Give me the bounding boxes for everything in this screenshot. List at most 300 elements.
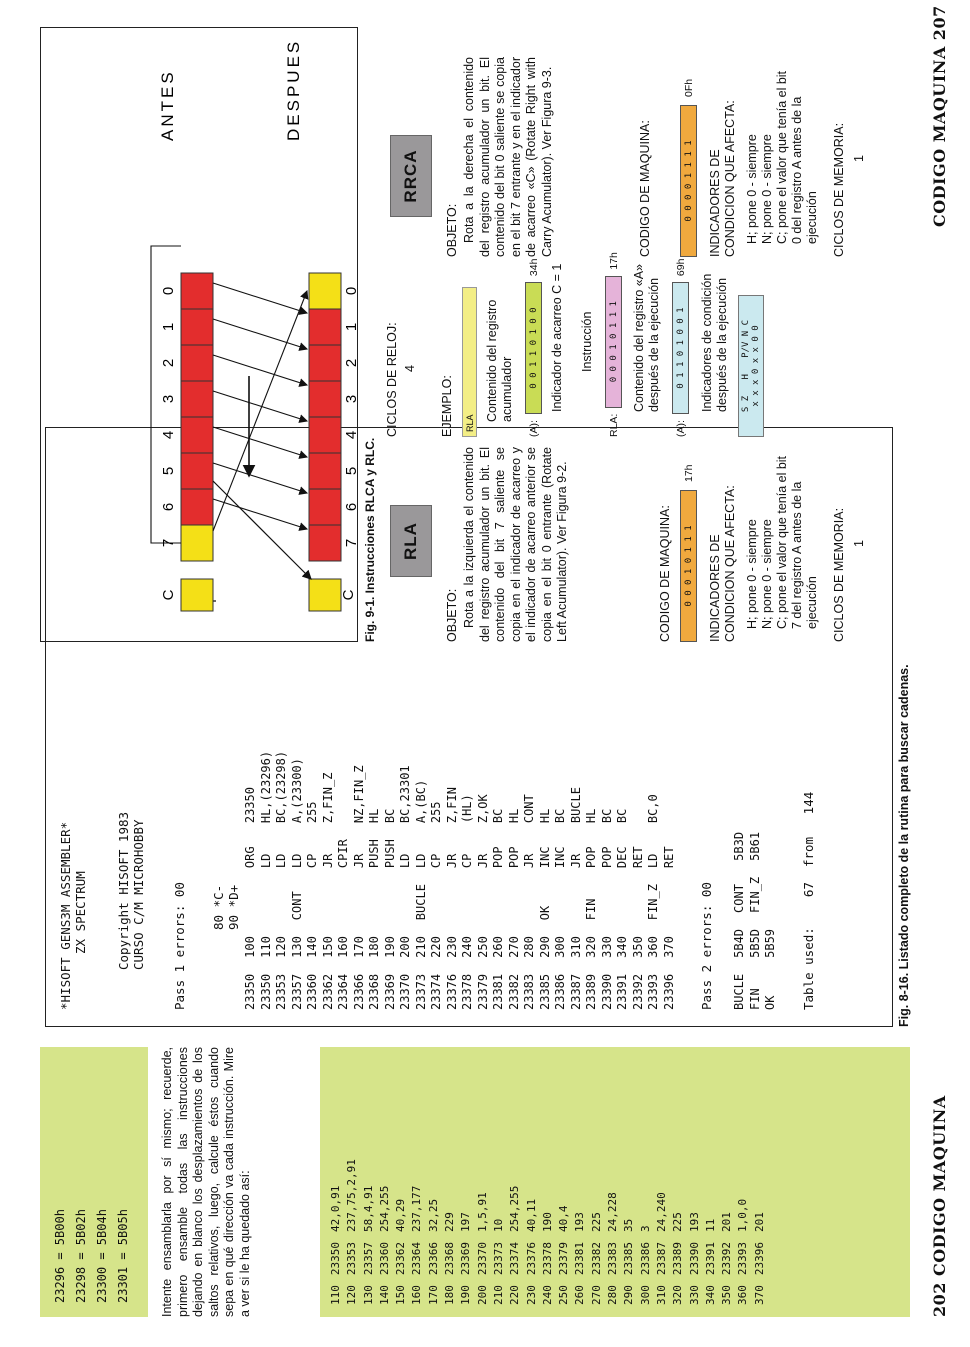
asm-cell-o: LD — [258, 853, 273, 869]
listing-row — [393, 1149, 409, 1305]
listing-line: 110 — [329, 1285, 342, 1305]
listing-line: 260 — [573, 1285, 587, 1305]
listing-line: 240 — [540, 1285, 554, 1305]
asm-cell-a: 23353 — [274, 973, 288, 1010]
bit-number-label: 4 — [343, 430, 360, 440]
asm-row — [383, 735, 399, 1010]
shift-arrow — [213, 463, 307, 493]
asm-cell-a: 23364 — [336, 973, 350, 1010]
listing-bytes: 32,25 — [426, 1198, 440, 1232]
asm-cell-o: CPIR — [336, 839, 350, 869]
asm-cell-a: 23378 — [460, 973, 474, 1010]
listing-row — [589, 1149, 605, 1305]
asm-pass1: Pass 1 errors: 00 — [172, 882, 187, 1010]
rla-ciclos-memoria-heading: CICLOS DE MEMORIA: — [832, 507, 846, 642]
asm-cell-p: HL — [367, 808, 381, 824]
bit-number-label: 3 — [160, 394, 177, 404]
listing-addr: 23373 — [491, 1242, 505, 1276]
asm-cell-a: 23391 — [615, 973, 629, 1010]
listing-row — [475, 1149, 491, 1305]
asm-cell-n: 340 — [615, 936, 629, 958]
listing-bytes: 193 — [573, 1212, 587, 1232]
asm-cell-a: 23387 — [568, 973, 583, 1010]
asm-cell-l — [662, 868, 678, 920]
asm-row — [259, 735, 275, 1010]
rrca-objeto-heading: OBJETO: — [445, 203, 459, 257]
listing-bytes: 237,75,2,91 — [345, 1159, 359, 1232]
listing-addr: 23364 — [410, 1242, 424, 1276]
asm-cell-o: LD — [646, 853, 660, 869]
listing-row — [344, 1149, 360, 1305]
asm-cell-l — [600, 868, 616, 920]
listing-row — [491, 1149, 507, 1305]
ejemplo-tag: RLA — [462, 287, 477, 437]
listing-addr: 23389 — [671, 1242, 685, 1276]
asm-cell-l: FIN_Z — [646, 884, 660, 921]
listing-line: 280 — [606, 1285, 620, 1305]
asm-row — [445, 735, 461, 1010]
asm-cell-o: ORG — [243, 846, 257, 869]
asm-cell-o: CP — [429, 853, 443, 869]
listing-bytes: 197 — [459, 1212, 473, 1232]
asm-cell-l — [398, 868, 414, 920]
listing-bytes: 35 — [622, 1218, 636, 1232]
asm-cell-p: HL — [584, 808, 598, 824]
a-before-hex: 34h — [527, 258, 540, 277]
asm-cell-o: DEC — [615, 846, 629, 869]
asm-cell-l — [491, 868, 507, 920]
asm-cell-n: 210 — [413, 936, 428, 958]
assembler-code-table — [243, 735, 677, 1010]
left-page-footer: 202 CODIGO MAQUINA — [930, 1095, 949, 1317]
rla-codigo-row — [680, 464, 697, 642]
asm-cell-n: 170 — [351, 936, 366, 958]
symbol-cell — [763, 861, 779, 913]
rrca-opcode-hex: 0Fh — [682, 78, 695, 97]
listing-bytes: 58,4,91 — [361, 1185, 375, 1232]
asm-cell-l — [445, 868, 461, 920]
asm-row — [321, 735, 337, 1010]
asm-cell-n: 190 — [382, 936, 397, 958]
listing-bytes: 40,29 — [394, 1198, 408, 1232]
asm-cell-p: HL — [537, 808, 552, 824]
asm-cell-p: BC — [599, 808, 614, 824]
listing-addr: 23379 — [557, 1242, 571, 1276]
listing-box — [320, 1047, 910, 1317]
listing-line: 370 — [752, 1285, 766, 1305]
bit-number-label: 1 — [160, 322, 177, 332]
listing-bytes: 40,4 — [557, 1205, 571, 1232]
asm-cell-p: BC — [491, 808, 505, 824]
listing-bytes: 201 — [720, 1212, 734, 1232]
asm-row — [367, 735, 383, 1010]
listing-line: 340 — [703, 1285, 717, 1305]
asm-cell-l — [429, 868, 445, 920]
listing-line: 150 — [394, 1285, 408, 1305]
rrca-codigo-heading: CODIGO DE MAQUINA: — [638, 120, 652, 257]
asm-cell-l: CONT — [289, 891, 304, 921]
asm-cell-a: 23383 — [522, 973, 536, 1010]
asm-cell-o: POP — [506, 846, 521, 869]
listing-row — [572, 1149, 588, 1305]
asm-cell-l — [274, 868, 290, 920]
asm-row — [569, 735, 585, 1010]
asm-row — [274, 735, 290, 1010]
asm-cell-n: 220 — [429, 936, 443, 958]
listing-addr: 23392 — [720, 1242, 734, 1276]
bit-number-label: 2 — [343, 358, 360, 368]
asm-row — [615, 735, 631, 1010]
asm-cell-p: (HL) — [460, 794, 474, 824]
asm-cell-n: 130 — [289, 936, 304, 958]
asm-cell-n: 120 — [274, 936, 288, 958]
rrca-title-block: RRCA — [390, 135, 432, 217]
asm-cell-l — [615, 868, 631, 920]
listing-row — [540, 1149, 556, 1305]
rla-opcode-bits: 0 0 0 1 0 1 1 1 — [680, 490, 697, 642]
asm-cell-n: 110 — [258, 936, 273, 958]
instruccion-heading: Instrucción — [580, 311, 594, 372]
bit-number-label: 7 — [160, 538, 177, 548]
rla-objeto-text: Rota a la izquierda el contenido del registro acumulador un bit. El contenido del bit 7 saliente se copia en el indicador de acarreo y el indicador de acarreo anterior se copia en el bit 0 entrante (Rotate Left Acumulator). Ver Figura 9-2. — [462, 447, 569, 642]
asm-cell-p: A,(23300) — [289, 758, 304, 824]
asm-row — [305, 735, 321, 1010]
asm-cell-n: 100 — [243, 936, 257, 958]
register-before-bit — [181, 273, 213, 309]
symbol-table — [732, 816, 779, 1010]
asm-cell-o: CP — [305, 853, 319, 869]
asm-cell-o: LD — [274, 853, 288, 869]
asm-row — [460, 735, 476, 1010]
asm-cell-p: Z,OK — [475, 794, 490, 824]
listing-line: 310 — [654, 1285, 668, 1305]
bit-number-label: 5 — [160, 466, 177, 476]
asm-cell-a: 23376 — [444, 973, 459, 1010]
symbol-row — [763, 816, 779, 1010]
listing-addr: 23368 — [443, 1242, 457, 1276]
asm-cell-n: 270 — [506, 936, 521, 958]
rla-objeto-heading: OBJETO: — [445, 588, 459, 642]
symbol-cell: 5B59 — [763, 928, 777, 958]
rotation-diagram-frame — [40, 27, 358, 642]
asm-cell-p: BUCLE — [568, 787, 583, 824]
asm-row — [243, 735, 259, 1010]
ciclos-reloj-value: 4 — [403, 365, 417, 372]
listing-bytes: 1,0,0 — [736, 1198, 750, 1232]
asm-cell-a: 23350 — [243, 973, 257, 1010]
register-after-bit — [309, 381, 341, 417]
bit-number-label: 2 — [160, 358, 177, 368]
asm-cell-l — [352, 868, 368, 920]
asm-cell-p: Z,FIN — [444, 787, 459, 824]
asm-cell-a: 23396 — [661, 973, 676, 1010]
asm-cell-o: JR — [475, 853, 490, 869]
asm-cell-p: BC,23301 — [398, 765, 412, 824]
listing-bytes: 11 — [703, 1218, 717, 1232]
right-page-footer: CODIGO MAQUINA 207 — [930, 5, 949, 227]
listing-addr: 23382 — [589, 1242, 603, 1276]
asm-cell-o: CP — [460, 853, 474, 869]
asm-cell-o: PUSH — [382, 839, 397, 869]
listing-addr: 23353 — [345, 1242, 359, 1276]
asm-cell-a: 23370 — [398, 973, 412, 1010]
asm-row — [631, 735, 647, 1010]
register-before-bit — [181, 453, 213, 489]
asm-cell-n: 200 — [398, 936, 412, 958]
asm-cell-p — [662, 735, 678, 823]
ejemplo-heading: EJEMPLO: — [440, 375, 454, 437]
bit-number-label: 6 — [343, 502, 360, 512]
asm-cell-a: 23368 — [367, 973, 381, 1010]
a-after-row: (A): 0 1 1 0 1 0 0 1 69h — [672, 259, 689, 437]
rrca-opcode-bits: 0 0 0 0 1 1 1 1 — [680, 105, 697, 257]
listing-bytes: 254,255 — [508, 1185, 522, 1232]
asm-course: CURSO C/M MICROHOBBY — [131, 819, 146, 970]
asm-cell-n: 330 — [599, 936, 614, 958]
symbol-cell: FIN_Z — [747, 876, 762, 913]
asm-option-2: 90 *D+ — [226, 884, 241, 930]
asm-row — [476, 735, 492, 1010]
shift-arrow — [213, 283, 307, 313]
shift-arrow — [213, 499, 307, 529]
shift-arrow — [213, 355, 307, 385]
a-before-row: (A): 0 0 1 1 0 1 0 0 34h — [525, 259, 542, 437]
listing-row — [654, 1149, 670, 1305]
asm-cell-l: OK — [537, 905, 552, 921]
symbol-cell: 5B61 — [747, 831, 762, 861]
rla-title-block: RLA — [390, 505, 432, 577]
asm-cell-a: 23360 — [305, 973, 319, 1010]
rla-instr-row: RLA: 0 0 0 1 0 1 1 1 17h — [605, 252, 622, 437]
figure-8-16-caption: Fig. 8-16. Listado completo de la rutina para buscar cadenas. — [897, 664, 911, 1027]
register-after-bit — [309, 453, 341, 489]
listing-addr: 23383 — [606, 1242, 620, 1276]
asm-cell-p: Z,FIN_Z — [320, 772, 335, 824]
listing-bytes: 225 — [589, 1212, 603, 1232]
ciclos-reloj-heading: CICLOS DE RELOJ: — [385, 322, 399, 437]
equate-line: 23300 = 5B04h — [95, 1209, 109, 1303]
asm-cell-o: POP — [584, 846, 598, 869]
listing-addr: 23357 — [361, 1242, 375, 1276]
asm-cell-a: 23379 — [475, 973, 490, 1010]
register-after-bit — [309, 417, 341, 453]
listing-bytes: 1,5,91 — [475, 1192, 489, 1232]
asm-cell-p: BC,(23298) — [274, 750, 288, 824]
asm-cell-a: 23393 — [646, 973, 660, 1010]
listing-line: 350 — [720, 1285, 734, 1305]
listing-line: 250 — [557, 1285, 571, 1305]
listing-addr: 23393 — [736, 1242, 750, 1276]
asm-row — [336, 735, 352, 1010]
listing-bytes: 229 — [443, 1212, 457, 1232]
listing-bytes: 3 — [638, 1225, 652, 1232]
bit-number-label: 0 — [160, 286, 177, 296]
asm-cell-p: BC — [553, 808, 567, 824]
listing-line: 270 — [589, 1285, 603, 1305]
asm-cell-p: 255 — [305, 801, 319, 824]
asm-cell-a: 23386 — [553, 973, 567, 1010]
equate-line: 23296 = 5B00h — [53, 1209, 67, 1303]
symbol-row — [732, 816, 748, 1010]
rla-opcode-hex: 17h — [682, 464, 695, 482]
rrca-ciclos-memoria-heading: CICLOS DE MEMORIA: — [832, 122, 846, 257]
asm-table-used: Table used: 67 from 144 — [800, 791, 816, 1010]
register-after-bit — [309, 273, 341, 309]
asm-row — [584, 735, 600, 1010]
rla-instr-hex: 17h — [607, 252, 620, 270]
asm-cell-n: 370 — [661, 936, 676, 958]
asm-cell-l — [553, 868, 569, 920]
asm-cell-l — [321, 868, 337, 920]
asm-cell-a: 23373 — [413, 973, 428, 1010]
bit-number-label: 6 — [160, 502, 177, 512]
asm-cell-n: 260 — [491, 936, 505, 958]
listing-row — [377, 1149, 393, 1305]
asm-cell-o: LD — [413, 853, 428, 869]
equate-line: 23301 = 5B05h — [116, 1209, 130, 1303]
listing-addr: 23374 — [508, 1242, 522, 1276]
listing-row — [328, 1149, 344, 1305]
asm-pass2: Pass 2 errors: 00 — [699, 882, 714, 1010]
asm-cell-o: INC — [553, 846, 567, 869]
register-after-bit — [309, 309, 341, 345]
symbol-cell: BUCLE — [732, 973, 746, 1010]
listing-addr: 23390 — [687, 1242, 701, 1276]
bit-number-label: 3 — [343, 394, 360, 404]
asm-cell-p: BC,0 — [646, 794, 660, 824]
rlca-diagram — [41, 29, 360, 641]
asm-cell-a: 23392 — [630, 973, 645, 1010]
asm-row — [429, 735, 445, 1010]
bit-number-label: 5 — [343, 466, 360, 476]
asm-cell-o: JR — [320, 853, 335, 869]
listing-row — [361, 1149, 377, 1305]
asm-cell-a: 23362 — [320, 973, 335, 1010]
asm-cell-o: LD — [289, 853, 304, 869]
asm-cell-l — [259, 868, 275, 920]
listing-addr: 23381 — [573, 1242, 587, 1276]
listing-addr: 23385 — [622, 1242, 636, 1276]
asm-title-1: *HISOFT GENS3M ASSEMBLER* — [58, 821, 73, 1010]
asm-cell-p: BC — [615, 808, 629, 824]
listing-line: 120 — [345, 1285, 359, 1305]
asm-cell-o: PUSH — [367, 839, 381, 869]
flags-box — [738, 295, 764, 437]
listing-row — [687, 1149, 703, 1305]
listing-bytes: 24,228 — [606, 1192, 620, 1232]
asm-cell-a: 23366 — [351, 973, 366, 1010]
listing-addr: 23360 — [377, 1242, 391, 1276]
asm-cell-o: RET — [661, 846, 676, 869]
register-after-bit — [309, 489, 341, 525]
asm-cell-o: POP — [491, 846, 505, 869]
listing-row — [638, 1149, 654, 1305]
asm-cell-p: HL — [506, 808, 521, 824]
listing-row — [524, 1149, 540, 1305]
carry-label-after: C — [340, 589, 357, 601]
asm-cell-l — [476, 868, 492, 920]
asm-title-2: ZX SPECTRUM — [73, 871, 88, 954]
listing-row — [670, 1149, 686, 1305]
register-before-bit — [181, 417, 213, 453]
asm-cell-p — [631, 735, 647, 823]
asm-row — [290, 735, 306, 1010]
asm-cell-l — [569, 868, 585, 920]
asm-cell-a: 23381 — [491, 973, 505, 1010]
asm-cell-l: FIN — [584, 898, 598, 921]
asm-cell-o: JR — [351, 853, 366, 869]
asm-row — [538, 735, 554, 1010]
asm-row — [600, 735, 616, 1010]
decimal-listing-table — [328, 1149, 768, 1305]
asm-row — [352, 735, 368, 1010]
asm-row — [646, 735, 662, 1010]
listing-bytes: 237,177 — [410, 1185, 424, 1232]
carry-flag-text: Indicador de acarreo C = 1 — [550, 263, 564, 412]
figure-9-1-caption: Fig. 9-1. Instrucciones RLCA y RLC. — [363, 437, 377, 642]
bit-number-label: 7 — [343, 538, 360, 548]
asm-cell-n: 360 — [646, 936, 660, 958]
asm-cell-a: 23385 — [537, 973, 552, 1010]
symbol-cell — [763, 816, 779, 861]
listing-row — [442, 1149, 458, 1305]
rrca-indicadores-heading: INDICADORES DE CONDICION QUE AFECTA: — [708, 100, 737, 257]
listing-row — [556, 1149, 572, 1305]
rla-codigo-heading: CODIGO DE MAQUINA: — [658, 505, 672, 642]
asm-cell-a: 23390 — [599, 973, 614, 1010]
listing-bytes: 40,11 — [524, 1198, 538, 1232]
asm-cell-a: 23389 — [584, 973, 598, 1010]
listing-row — [719, 1149, 735, 1305]
listing-line: 210 — [491, 1285, 505, 1305]
rla-instr-bits: 0 0 0 1 0 1 1 1 — [605, 276, 622, 408]
asm-cell-n: 150 — [320, 936, 335, 958]
asm-cell-p: NZ,FIN_Z — [351, 765, 366, 824]
listing-row — [507, 1149, 523, 1305]
listing-addr: 23387 — [654, 1242, 668, 1276]
asm-cell-n: 240 — [460, 936, 474, 958]
listing-row — [621, 1149, 637, 1305]
asm-cell-l: BUCLE — [413, 884, 428, 921]
listing-line: 190 — [459, 1285, 473, 1305]
asm-cell-n: 350 — [630, 936, 645, 958]
listing-row — [752, 1149, 768, 1305]
listing-addr: 23378 — [540, 1242, 554, 1276]
listing-line: 130 — [361, 1285, 375, 1305]
asm-row — [491, 735, 507, 1010]
listing-addr: 23370 — [475, 1242, 489, 1276]
asm-cell-l — [507, 868, 523, 920]
register-after-bit — [309, 345, 341, 381]
asm-copyright: Copyright HISOFT 1983 — [116, 811, 131, 970]
shift-arrow — [213, 319, 307, 349]
listing-bytes: 254,255 — [377, 1185, 391, 1232]
contenido-acumulador-heading: Contenido del registro acumulador — [485, 299, 514, 422]
listing-line: 220 — [508, 1285, 522, 1305]
listing-row — [735, 1149, 751, 1305]
listing-bytes: 225 — [671, 1212, 685, 1232]
rrca-objeto-text: Rota a la derecha el contenido del registro acumulador un bit. El contenido del bit 0 saliente se copia en el bit 7 entrante y en el indicador de acarreo «C» (Rotate Right with Carry Acumulator). Ver Figura 9-3. — [462, 57, 554, 257]
asm-cell-n: 250 — [475, 936, 490, 958]
asm-cell-a: 23350 — [258, 973, 273, 1010]
asm-cell-l — [631, 868, 647, 920]
asm-option-1: 80 *C- — [211, 884, 226, 930]
listing-addr: 23386 — [638, 1242, 652, 1276]
asm-cell-n: 310 — [568, 936, 583, 958]
register-before-bit — [181, 489, 213, 525]
asm-cell-p: HL,(23296) — [258, 750, 273, 824]
listing-addr: 23376 — [524, 1242, 538, 1276]
